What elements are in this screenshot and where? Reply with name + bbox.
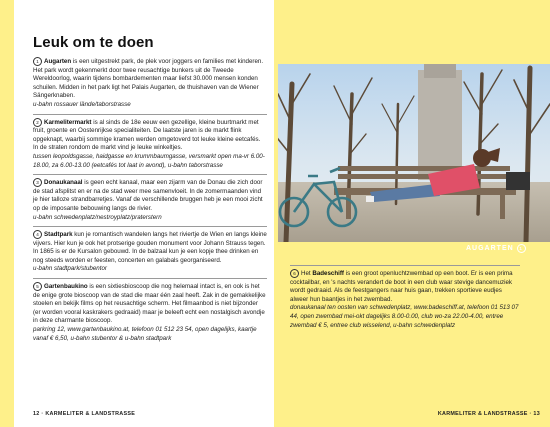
entry-name: Stadtpark xyxy=(44,231,73,239)
photo-caption-label: AUGARTEN xyxy=(466,245,514,252)
entry-2 xyxy=(33,114,267,171)
entry-text: is geen echt kanaal, maar een zijarm van de Donau die zich door de stad afsplitst en er na de stad weer mee samenvloeit. In de zomermaanden vind je hier talloze strandbarretjes. Vanaf de verschillende bruggen heb je een mooi zicht op de imposante bebouwing langs de rivier. xyxy=(33,179,263,212)
entry-text: is een uitgestrekt park, de plek voor joggers en families met kinderen. Het park wordt gekenmerkt door twee reusachtige bunkers uit de Tweede Wereldoorlog, waarin tijdens bombardementen maar liefst 30.000 mensen konden schuilen. Midden in het park ligt het Palais Augarten, de thuishaven van de Wiener Sängerknaben. xyxy=(33,58,264,100)
badeschiff-address: donaukanaal ten oosten van schwedenplatz, www.badeschiff.at, telefoon 01 513 07 44, open zwembad mei-okt dagelijks 8.00-0.00, club wo-za 22.00-4.00, entree zwembad € 5, entree club wisselend, u-bahn schwedenplatz xyxy=(290,304,519,329)
left-page xyxy=(0,0,274,427)
number-circle-icon: 6 xyxy=(290,269,299,278)
number-circle-icon: 3 xyxy=(33,178,42,187)
number-circle-icon: 4 xyxy=(33,230,42,239)
footer-left: 12 · KARMELITER & LANDSTRASSE xyxy=(33,411,136,417)
entry-address: u-bahn rossauer lände/taborstrasse xyxy=(33,100,131,108)
entry-4 xyxy=(33,226,267,274)
entry-name: Augarten xyxy=(44,58,72,65)
number-circle-icon: 1 xyxy=(33,57,42,66)
entry-address: tussen leopoldsgasse, haidgasse en krummbaumgasse, versmarkt open ma-vr 6.00-18.00, za 6.00-13.00 (eetcafés tot laat in avond), u-bahn taborstrasse xyxy=(33,152,265,169)
entry-3 xyxy=(33,174,267,222)
footer-right: KARMELITER & LANDSTRASSE · 13 xyxy=(437,411,540,417)
entry-address: u-bahn stadtpark/stubentor xyxy=(33,265,107,273)
entry-address: u-bahn schwedenplatz/nestroyplatz/praterstern xyxy=(33,213,162,221)
entry-text: is al sinds de 18e eeuw een gezellige, kleine buurtmarkt met fruit, groente en Oostenrijkse specialiteiten. De laatste jaren is de markt flink opgeknapt, waarbij sommige kramen werden omgetoverd tot leuke kleine eetcafés. In de straten rondom de markt vind je leuke winkeltjes. xyxy=(33,118,261,152)
number-circle-icon: 1 xyxy=(517,244,526,253)
running-title-right: KARMELITER & LANDSTRASSE xyxy=(437,411,528,417)
badeschiff-name: Badeschiff xyxy=(312,270,344,277)
left-yellow-margin xyxy=(0,0,14,427)
page-number-right: 13 xyxy=(533,411,540,417)
entry-name: Karmelitermarkt xyxy=(44,118,92,126)
entry-address: parkring 12, www.gartenbaukino.at, telefoon 01 512 23 54, open dagelijks, kaartje vanaf € 6,50, u-bahn stubentor & u-bahn stadtpark xyxy=(33,326,257,342)
badeschiff-entry xyxy=(290,265,520,330)
entry-name: Donaukanaal xyxy=(44,179,83,187)
entry-5 xyxy=(33,278,267,343)
badeschiff-intro: Het xyxy=(301,270,313,277)
running-title-left: KARMELITER & LANDSTRASSE xyxy=(45,411,136,417)
entry-text: kun je romantisch wandelen langs het riviertje de Wien en langs kleine vijvers. Hier kun je ook het protserige gouden monument voor Johann Strauss tegen. In 1865 is er de Kursalon gebouwd. In de balzaal kun je een kopje thee drinken en nog steeds worden er feesten, concerten en galabals georganiseerd. xyxy=(33,231,267,264)
entry-name: Gartenbaukino xyxy=(44,283,88,291)
entries-list xyxy=(33,57,267,347)
number-circle-icon: 5 xyxy=(33,282,42,291)
entry-text: is een sixtiesbioscoop die nog helemaal intact is, en ook is het de enige grote bioscoop van de stad die maar één zaal heeft. Zak in de gemakkelijke stoelen en bekijk films op het reusachtige scherm. Het filmaanbod is niet bijzonder (er worden vooral kaskrakers gedraaid) maar je beleeft echt een nostalgisch avondje in deze charmante bioscoop. xyxy=(33,283,266,325)
augarten-photo xyxy=(278,64,550,242)
page-number-left: 12 xyxy=(33,411,40,417)
badeschiff-text: is een groot openluchtzwembad op een boot. Er is een prima cocktailbar, en 's nachts verandert de boot in een club waar stevige dancemuziek wordt gedraaid. Als de feestgangers naar huis gaan, trekken sportieve eudjes alweer hun baantjes in het zwembad. xyxy=(290,270,513,303)
photo-caption xyxy=(466,244,528,253)
number-circle-icon: 2 xyxy=(33,118,42,127)
page-title: Leuk om te doen xyxy=(33,34,154,51)
entry-1 xyxy=(33,57,267,110)
